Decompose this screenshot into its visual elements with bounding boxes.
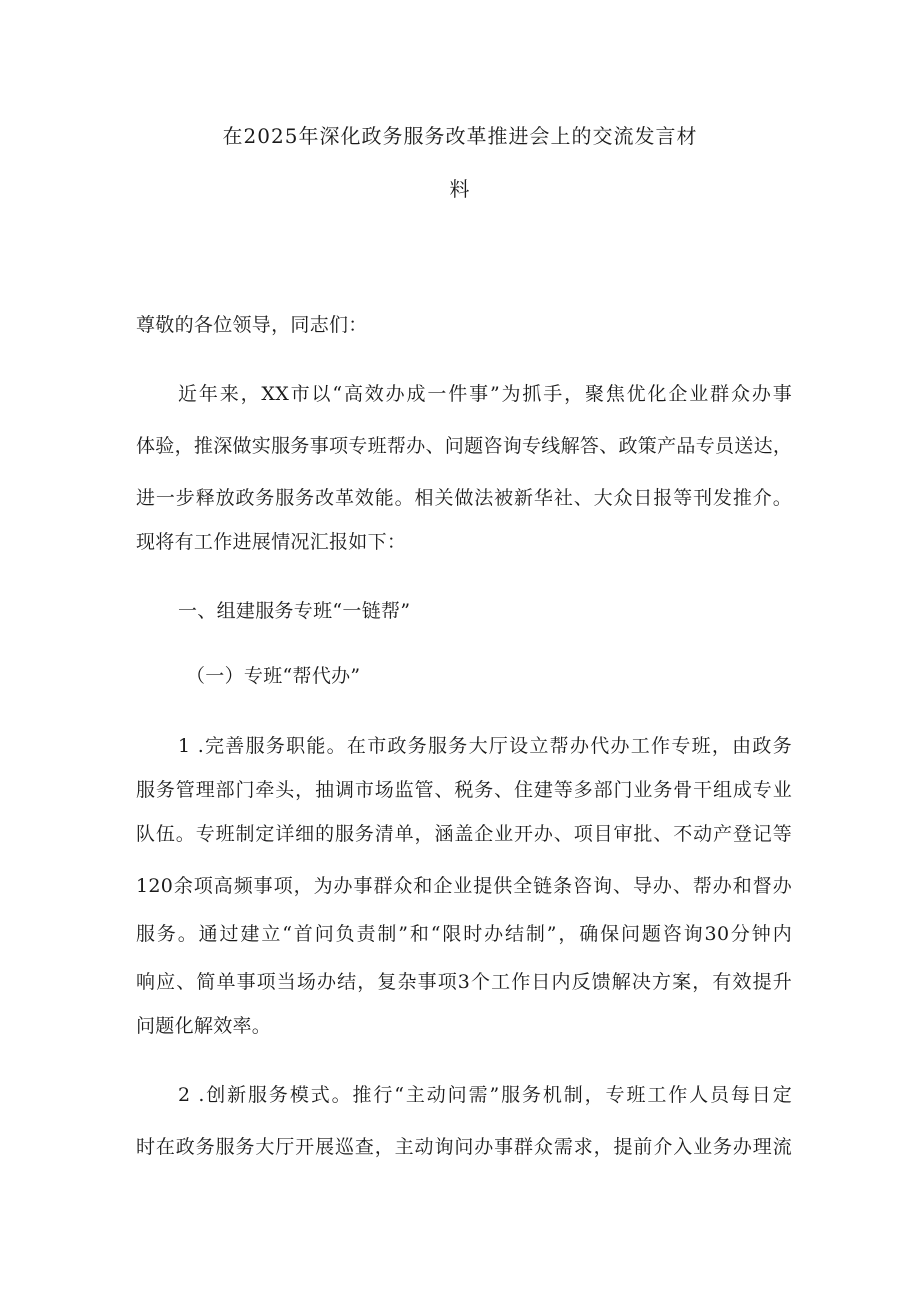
intro-line: 近年来，XX市以“高效办成一件事”为抓手，聚焦优化企业群众办事: [178, 383, 792, 405]
intro-line: 体验，推深做实服务事项专班帮办、问题咨询专线解答、政策产品专员送达，: [136, 435, 793, 457]
item1-line: 1 .完善服务职能。在市政务服务大厅设立帮办代办工作专班，由政务: [178, 735, 792, 757]
intro-line: 现将有工作进展情况汇报如下：: [136, 531, 407, 553]
intro-line: 进一步释放政务服务改革效能。相关做法被新华社、大众日报等刊发推介。: [136, 487, 792, 509]
item1-line: 服务管理部门牵头，抽调市场监管、税务、住建等多部门业务骨干组成专业: [136, 779, 792, 801]
item2-line: 2 .创新服务模式。推行“主动问需”服务机制，专班工作人员每日定: [178, 1084, 792, 1106]
item1-line: 120余项高频事项，为办事群众和企业提供全链条咨询、导办、帮办和督办: [136, 875, 792, 897]
section-heading: 一、组建服务专班“一链帮”: [178, 600, 411, 622]
item1-line: 队伍。专班制定详细的服务清单，涵盖企业开办、项目审批、不动产登记等: [136, 823, 792, 845]
item1-line: 服务。通过建立“首问负责制”和“限时办结制”，确保问题咨询30分钟内: [136, 923, 792, 945]
salutation: 尊敬的各位领导，同志们：: [136, 314, 368, 336]
item2-line: 时在政务服务大厅开展巡查，主动询问办事群众需求，提前介入业务办理流: [136, 1136, 792, 1158]
subsection-heading: （一）专班“帮代办”: [186, 665, 361, 687]
document-title-line-2: 料: [449, 177, 471, 201]
item1-line: 问题化解效率。: [136, 1015, 272, 1037]
document-title-line-1: 在2025年深化政务服务改革推进会上的交流发言材: [222, 124, 698, 148]
item1-line: 响应、简单事项当场办结，复杂事项3个工作日内反馈解决方案，有效提升: [136, 971, 792, 993]
